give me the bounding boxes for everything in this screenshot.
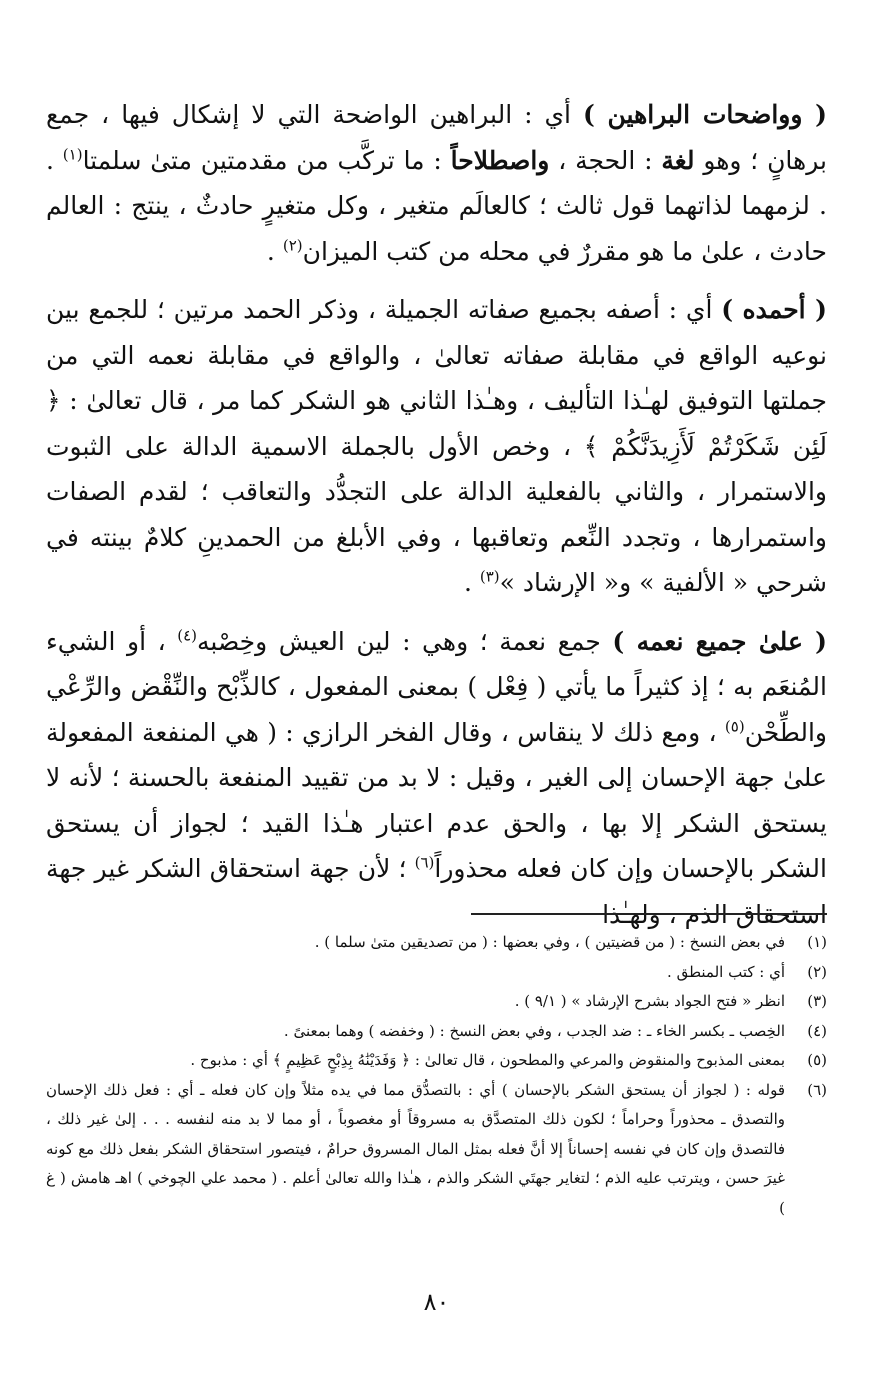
footnote-ref-2[interactable]: (٢) xyxy=(282,236,303,255)
text-segment: ؛ لأن جهة استحقاق الشكر غير جهة استحقاق الذم ، ولهـٰذا xyxy=(46,854,827,929)
footnote-text: قوله : ( لجواز أن يستحق الشكر بالإحسان ) أي : بالتصدُّق مما في يده مثلاً وإن كان فعله ـ أي : فعل ذلك الإحسان والتصدق ـ محذوراً وحراماً ؛ لكون ذلك المتصدَّق به مسروقاً أو مغصوباً ، أو مما لا بد منه لنفسه . . . إلىٰ غير ذلك ، فالتصدق وإن كان في نفسه إحساناً إلا أنَّ فعله بمثل المال المسروق حرامٌ ، فيتصور استحقاق الشكر بفعل ذلك مع كونه غيرَ حسن ، ويترتب عليه الذم ؛ لتغاير جهتَي الشكر والذم ، هـٰذا والله تعالىٰ أعلم . ( محمد علي الچوخي ) اهـ هامش ( غ ) xyxy=(46,1080,785,1217)
text-segment: . xyxy=(463,568,480,597)
text-segment: ، أو الشيء المُنعَم به ؛ إذ كثيراً ما يأتي ( فِعْل ) بمعنى المفعول ، كالذِّبْح والنِّقْض والرِّعْي والطِّحْن xyxy=(46,626,827,747)
footnote-number: (١) xyxy=(807,933,827,951)
footnote-text: انظر « فتح الجواد بشرح الإرشاد » ( ٩/١ ) . xyxy=(514,992,785,1010)
paragraph-proofs xyxy=(46,92,827,274)
footnote-item xyxy=(46,987,827,1017)
footnote-ref-5[interactable]: (٥) xyxy=(724,717,745,736)
footnotes xyxy=(46,928,827,1223)
footnote-ref-4[interactable]: (٤) xyxy=(177,626,198,645)
footnote-ref-3[interactable]: (٣) xyxy=(479,567,500,586)
footnote-number: (٣) xyxy=(807,992,827,1010)
lemma-praise: ( أحمده ) xyxy=(721,295,827,324)
footnote-number: (٤) xyxy=(807,1021,827,1040)
footnote-ref-1[interactable]: (١) xyxy=(62,145,83,164)
footnote-text: أي : كتب المنطق . xyxy=(667,962,785,981)
footnote-item xyxy=(46,1076,827,1224)
paragraph-blessings xyxy=(46,619,827,938)
term-lugha: لغة xyxy=(661,145,695,175)
text-segment: جمع نعمة ؛ وهي : لين العيش وخِصْبه xyxy=(197,626,613,656)
footnote-item xyxy=(46,1046,827,1076)
footnote-separator xyxy=(471,913,827,915)
footnote-item xyxy=(46,958,827,988)
text-segment: : الحجة ، xyxy=(549,145,662,175)
page-number: ٨٠ xyxy=(423,1288,450,1316)
text-segment: . . لزمهما لذاتهما قول ثالث ؛ كالعالَم متغير ، وكل متغيرٍ حادثٌ ، ينتج : العالم حادث ، علىٰ ما هو مقررٌ في محله من كتب الميزان xyxy=(46,145,827,266)
lemma-blessings: ( علىٰ جميع نعمه ) xyxy=(612,626,828,656)
text-segment: أي : البراهين الواضحة التي لا إشكال فيها ، جمع برهانٍ ؛ وهو xyxy=(46,100,827,175)
lemma-proofs: ( وواضحات البراهين ) xyxy=(582,100,827,129)
term-istilah: واصطلاحاً xyxy=(450,145,550,175)
text-segment: . xyxy=(266,236,283,266)
text-segment: : ما تركَّب من مقدمتين متىٰ سلمتا xyxy=(82,145,451,175)
footnote-ref-6[interactable]: (٦) xyxy=(414,853,435,872)
footnote-text: بمعنى المذبوح والمنقوض والمرعي والمطحون ، قال تعالىٰ : ﴿ وَفَدَيْنَٰهُ بِذِبْحٍ عَظِيمٍ ﴾ أي : مذبوح . xyxy=(190,1051,785,1069)
footnote-number: (٢) xyxy=(807,962,827,981)
footnote-number: (٦) xyxy=(807,1080,827,1099)
footnote-item xyxy=(46,928,827,958)
footnote-text: في بعض النسخ : ( من قضيتين ) ، وفي بعضها : ( من تصديقين متىٰ سلما ) . xyxy=(314,933,785,951)
main-text xyxy=(46,92,827,937)
footnote-item xyxy=(46,1017,827,1047)
text-segment: أي : أصفه بجميع صفاته الجميلة ، وذكر الحمد مرتين ؛ للجمع بين نوعيه الواقع في مقابلة صفاته تعالىٰ ، والواقع في مقابلة نعمه التي من جملتها التوفيق لهـٰذا التأليف ، وهـٰذا الثاني هو الشكر كما مر ، قال تعالىٰ : ﴿ لَئِن شَكَرْتُمْ لَأَزِيدَنَّكُمْ ﴾ ، وخص الأول بالجملة الاسمية الدالة على الثبوت والاستمرار ، والثاني بالفعلية الدالة على التجدُّد والتعاقب ؛ لقدم الصفات واستمرارها ، وتجدد النِّعم وتعاقبها ، وفي الأبلغ من الحمدينِ كلامٌ بينته في شرحي « الألفية » و« الإرشاد » xyxy=(46,295,827,597)
footnote-number: (٥) xyxy=(807,1051,827,1069)
paragraph-praise xyxy=(46,287,827,606)
footnote-text: الخِصب ـ بكسر الخاء ـ : ضد الجدب ، وفي بعض النسخ : ( وخفضه ) وهما بمعنىً . xyxy=(283,1021,785,1040)
text-segment: ، ومع ذلك لا ينقاس ، وقال الفخر الرازي : ( هي المنفعة المفعولة علىٰ جهة الإحسان إلى الغير ، وقيل : لا بد من تقييد المنفعة بالحسنة ؛ لأنه لا يستحق الشكر إلا بها ، والحق عدم اعتبار هـٰذا القيد ؛ لجواز أن يستحق الشكر بالإحسان وإن كان فعله محذوراً xyxy=(46,717,827,883)
